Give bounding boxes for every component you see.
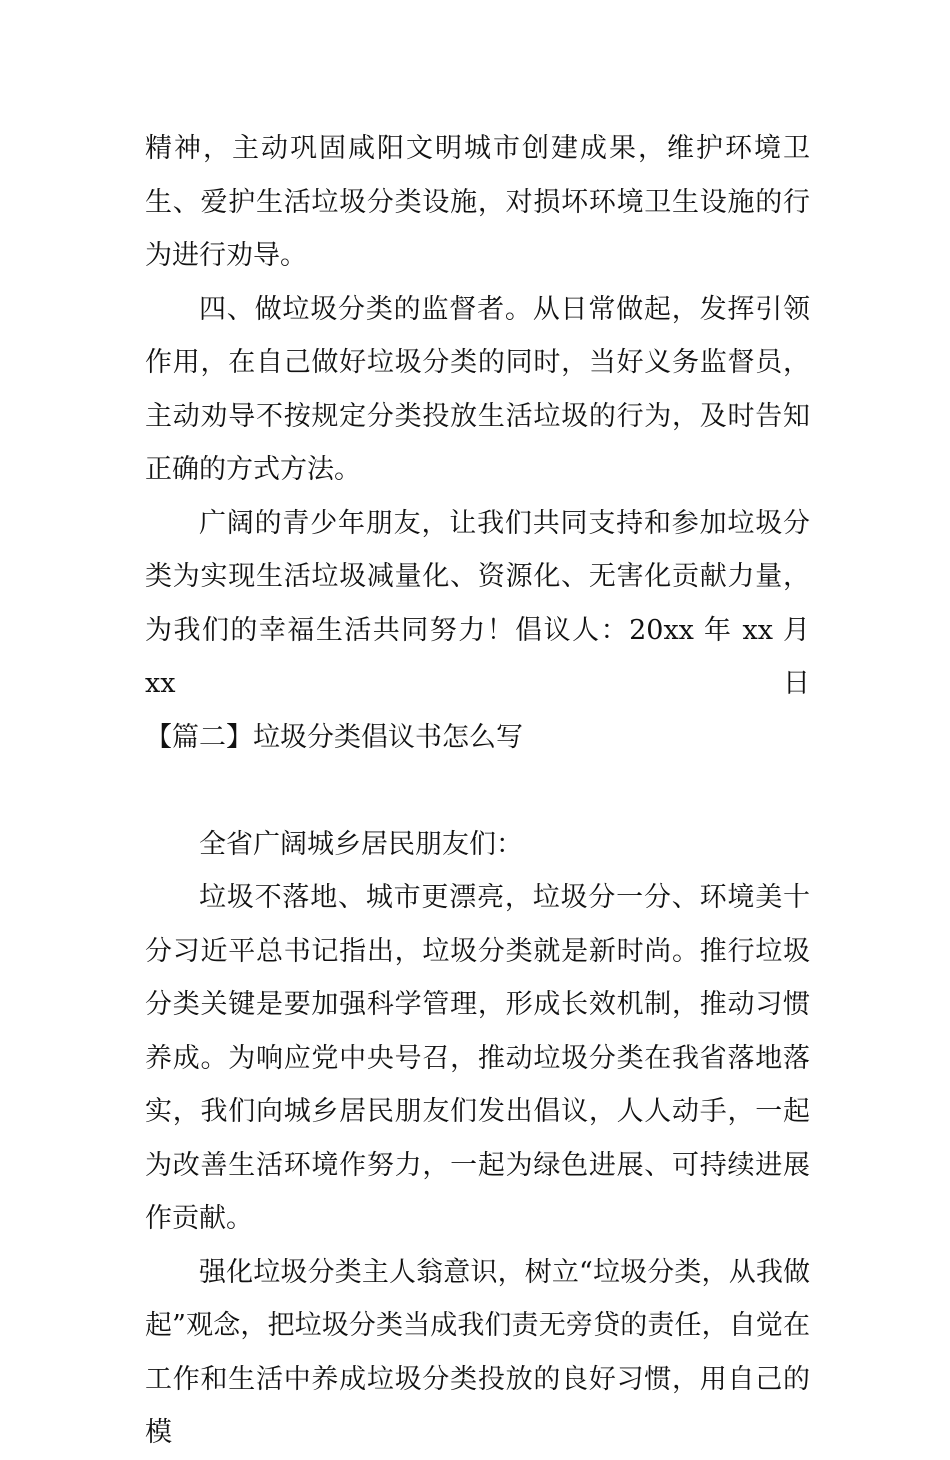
paragraph-5: 强化垃圾分类主人翁意识，树立“垃圾分类，从我做起”观念，把垃圾分类当成我们责无旁贷的责任，自觉在工作和生活中养成垃圾分类投放的良好习惯，用自己的模 xyxy=(145,1256,810,1448)
salutation: 全省广阔城乡居民朋友们： xyxy=(199,828,523,860)
blank-line xyxy=(145,764,810,818)
paragraph-4: 垃圾不落地、城市更漂亮，垃圾分一分、环境美十分习近平总书记指出，垃圾分类就是新时尚。推行垃圾分类关键是要加强科学管理，形成长效机制，推动习惯养成。为响应党中央号召，推动垃圾分类在我省落地落实，我们向城乡居民朋友们发出倡议，人人动手，一起为改善生活环境作努力，一起为绿色进展、可持续进展作贡献。 xyxy=(145,882,810,1234)
paragraph-1: 精神，主动巩固咸阳文明城市创建成果，维护环境卫生、爱护生活垃圾分类设施，对损坏环境卫生设施的行为进行劝导。 xyxy=(145,133,810,271)
document-body xyxy=(145,122,810,1460)
section-heading: 【篇二】垃圾分类倡议书怎么写 xyxy=(145,721,523,753)
paragraph-2: 四、做垃圾分类的监督者。从日常做起，发挥引领作用，在自己做好垃圾分类的同时，当好义务监督员，主动劝导不按规定分类投放生活垃圾的行为，及时告知正确的方式方法。 xyxy=(145,293,810,485)
paragraph-3: 广阔的青少年朋友，让我们共同支持和参加垃圾分类为实现生活垃圾减量化、资源化、无害化贡献力量，为我们的幸福生活共同努力！倡议人：20xx 年 xx 月 xx 日 xyxy=(145,507,810,699)
